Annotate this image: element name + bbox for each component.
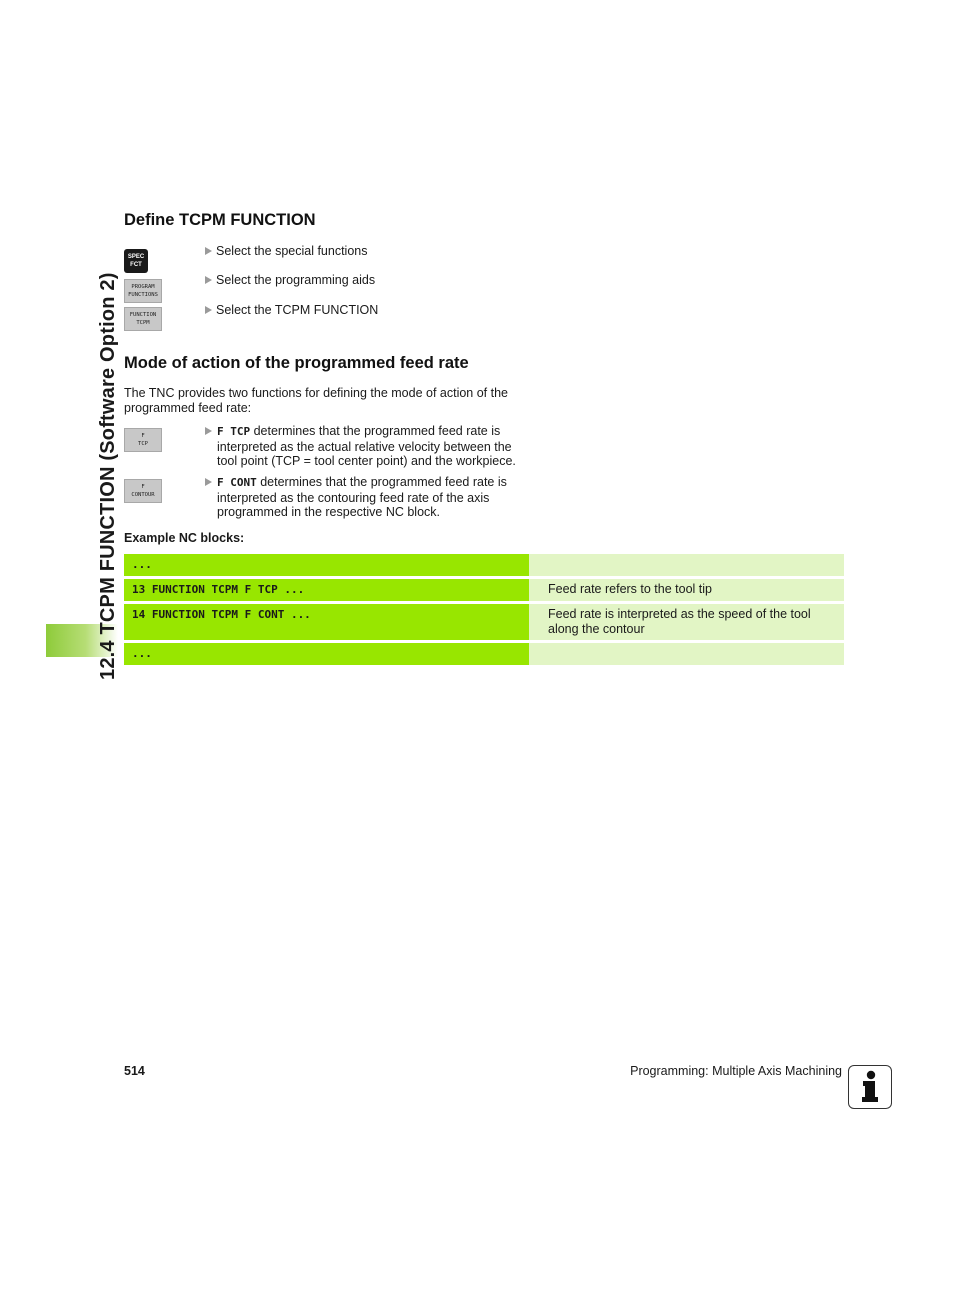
info-icon [848, 1065, 892, 1109]
step-select-programming-aids: Select the programming aids [205, 273, 375, 288]
nc-code-cell: ... [124, 643, 529, 665]
spec-fct-key[interactable]: SPEC FCT [124, 249, 148, 273]
arrow-right-icon [205, 247, 212, 255]
nc-note-cell: Feed rate refers to the tool tip [529, 579, 844, 601]
program-functions-softkey[interactable]: PROGRAM FUNCTIONS [124, 279, 162, 303]
info-glyph [849, 1066, 890, 1107]
nc-blocks-table [124, 554, 844, 668]
nc-code-cell: 14 FUNCTION TCPM F CONT ... [124, 604, 529, 640]
mode-heading: Mode of action of the programmed feed rate [124, 354, 469, 372]
nc-code-cell: 13 FUNCTION TCPM F TCP ... [124, 579, 529, 601]
nc-note-cell [529, 554, 844, 576]
table-row [124, 643, 844, 665]
table-row [124, 554, 844, 576]
step-select-special-functions: Select the special functions [205, 244, 367, 259]
f-contour-softkey[interactable]: F CONTOUR [124, 479, 162, 503]
function-tcpm-softkey[interactable]: FUNCTION TCPM [124, 307, 162, 331]
step-select-tcpm-function: Select the TCPM FUNCTION [205, 303, 378, 318]
arrow-right-icon [205, 478, 212, 486]
nc-code-cell: ... [124, 554, 529, 576]
nc-note-cell [529, 643, 844, 665]
chapter-title: Programming: Multiple Axis Machining [630, 1064, 842, 1078]
arrow-right-icon [205, 427, 212, 435]
f-cont-description: F CONT determines that the programmed feed rate is interpreted as the contouring feed rate of the axis programmed in the respective NC block. [205, 475, 525, 520]
section-side-title: 12.4 TCPM FUNCTION (Software Option 2) [97, 272, 119, 680]
example-caption: Example NC blocks: [124, 531, 245, 545]
nc-note-cell: Feed rate is interpreted as the speed of the tool along the contour [529, 604, 844, 640]
f-tcp-description: F TCP determines that the programmed feed rate is interpreted as the actual relative velocity between the tool point (TCP = tool center point) and the workpiece. [205, 424, 525, 469]
define-heading: Define TCPM FUNCTION [124, 211, 316, 229]
f-tcp-softkey[interactable]: F TCP [124, 428, 162, 452]
mode-intro: The TNC provides two functions for defining the mode of action of the programmed feed rate: [124, 386, 509, 415]
table-row [124, 604, 844, 640]
arrow-right-icon [205, 306, 212, 314]
table-row [124, 579, 844, 601]
page-number: 514 [124, 1064, 145, 1078]
arrow-right-icon [205, 276, 212, 284]
